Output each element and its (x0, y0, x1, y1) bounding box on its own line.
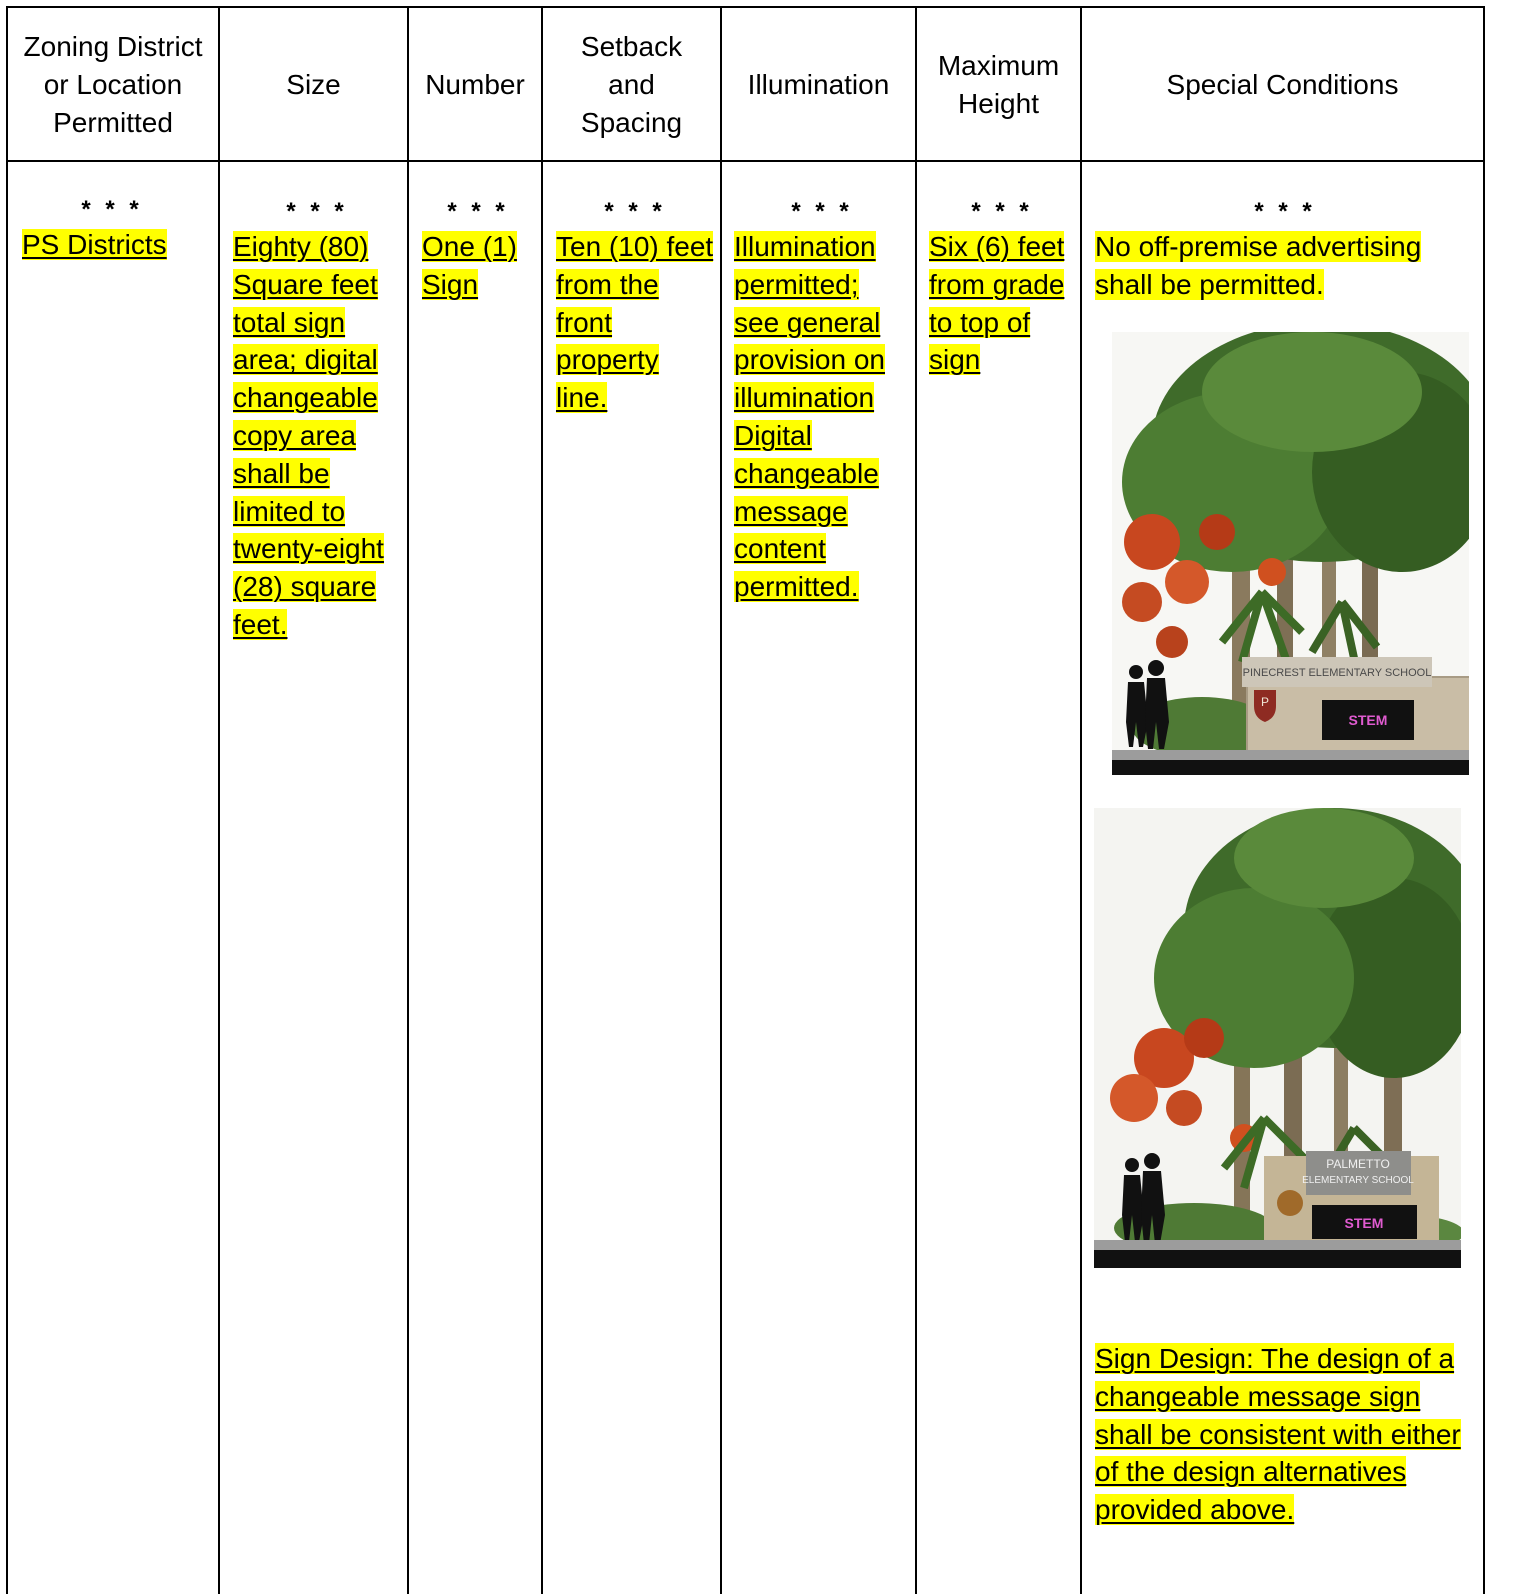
illumination-value: Illumination permitted; see general provision on illumination Digital changeable message content permitted. (734, 231, 885, 603)
cell-number (422, 198, 534, 304)
sign-rendering-pinecrest (1112, 332, 1469, 775)
number-value: One (1) Sign (422, 231, 517, 300)
column-divider (541, 6, 543, 1594)
palmetto-school-name-1: PALMETTO (1326, 1157, 1390, 1171)
cell-maximum-height (929, 198, 1075, 379)
pinecrest-screen-text: STEM (1348, 712, 1388, 728)
cell-special-conditions (1095, 198, 1475, 304)
header-maximum-height: Maximum Height (937, 50, 1060, 119)
table-border-left (6, 6, 8, 1594)
omission-mark: * * * (604, 198, 666, 225)
omission-mark: * * * (791, 198, 853, 225)
table-border-right (1483, 6, 1485, 1594)
cell-sign-design (1095, 1340, 1475, 1529)
sign-rendering-palmetto (1094, 808, 1461, 1268)
column-divider (1080, 6, 1082, 1594)
column-divider (407, 6, 409, 1594)
omission-mark: * * * (81, 196, 143, 223)
column-divider (915, 6, 917, 1594)
rendering-illustration (1094, 808, 1461, 1268)
pinecrest-school-name: PINECREST ELEMENTARY SCHOOL (1242, 667, 1432, 679)
cell-setback (556, 198, 714, 417)
rendering-illustration (1112, 332, 1469, 775)
setback-value: Ten (10) feet from the front property line. (556, 231, 714, 414)
cell-zoning (22, 196, 212, 264)
header-number: Number (425, 69, 525, 100)
special-conditions-design: Sign Design: The design of a changeable message sign shall be consistent with either of the design alternatives provided above. (1095, 1343, 1461, 1526)
cell-illumination (734, 198, 910, 606)
zoning-district-value: PS Districts (22, 229, 167, 260)
size-value: Eighty (80) Square feet total sign area; digital changeable copy area shall be limited to twenty-eight (28) square feet. (233, 231, 384, 640)
cell-size (233, 198, 401, 644)
height-value: Six (6) feet from grade to top of sign (929, 231, 1065, 376)
omission-mark: * * * (1254, 198, 1316, 225)
column-divider (720, 6, 722, 1594)
header-illumination: Illumination (747, 69, 890, 100)
omission-mark: * * * (971, 198, 1033, 225)
header-zoning-district: Zoning District or Location Permitted (23, 31, 203, 138)
column-divider (218, 6, 220, 1594)
palmetto-school-name-2: ELEMENTARY SCHOOL (1302, 1175, 1414, 1186)
palmetto-screen-text: STEM (1344, 1215, 1384, 1231)
omission-mark: * * * (286, 198, 348, 225)
header-size: Size (286, 69, 341, 100)
omission-mark: * * * (447, 198, 509, 225)
pinecrest-logo-letter: P (1260, 695, 1270, 709)
header-setback-spacing: Setback and Spacing (580, 31, 683, 138)
special-conditions-intro: No off-premise advertising shall be permitted. (1095, 231, 1422, 300)
header-special-conditions: Special Conditions (1166, 69, 1399, 100)
